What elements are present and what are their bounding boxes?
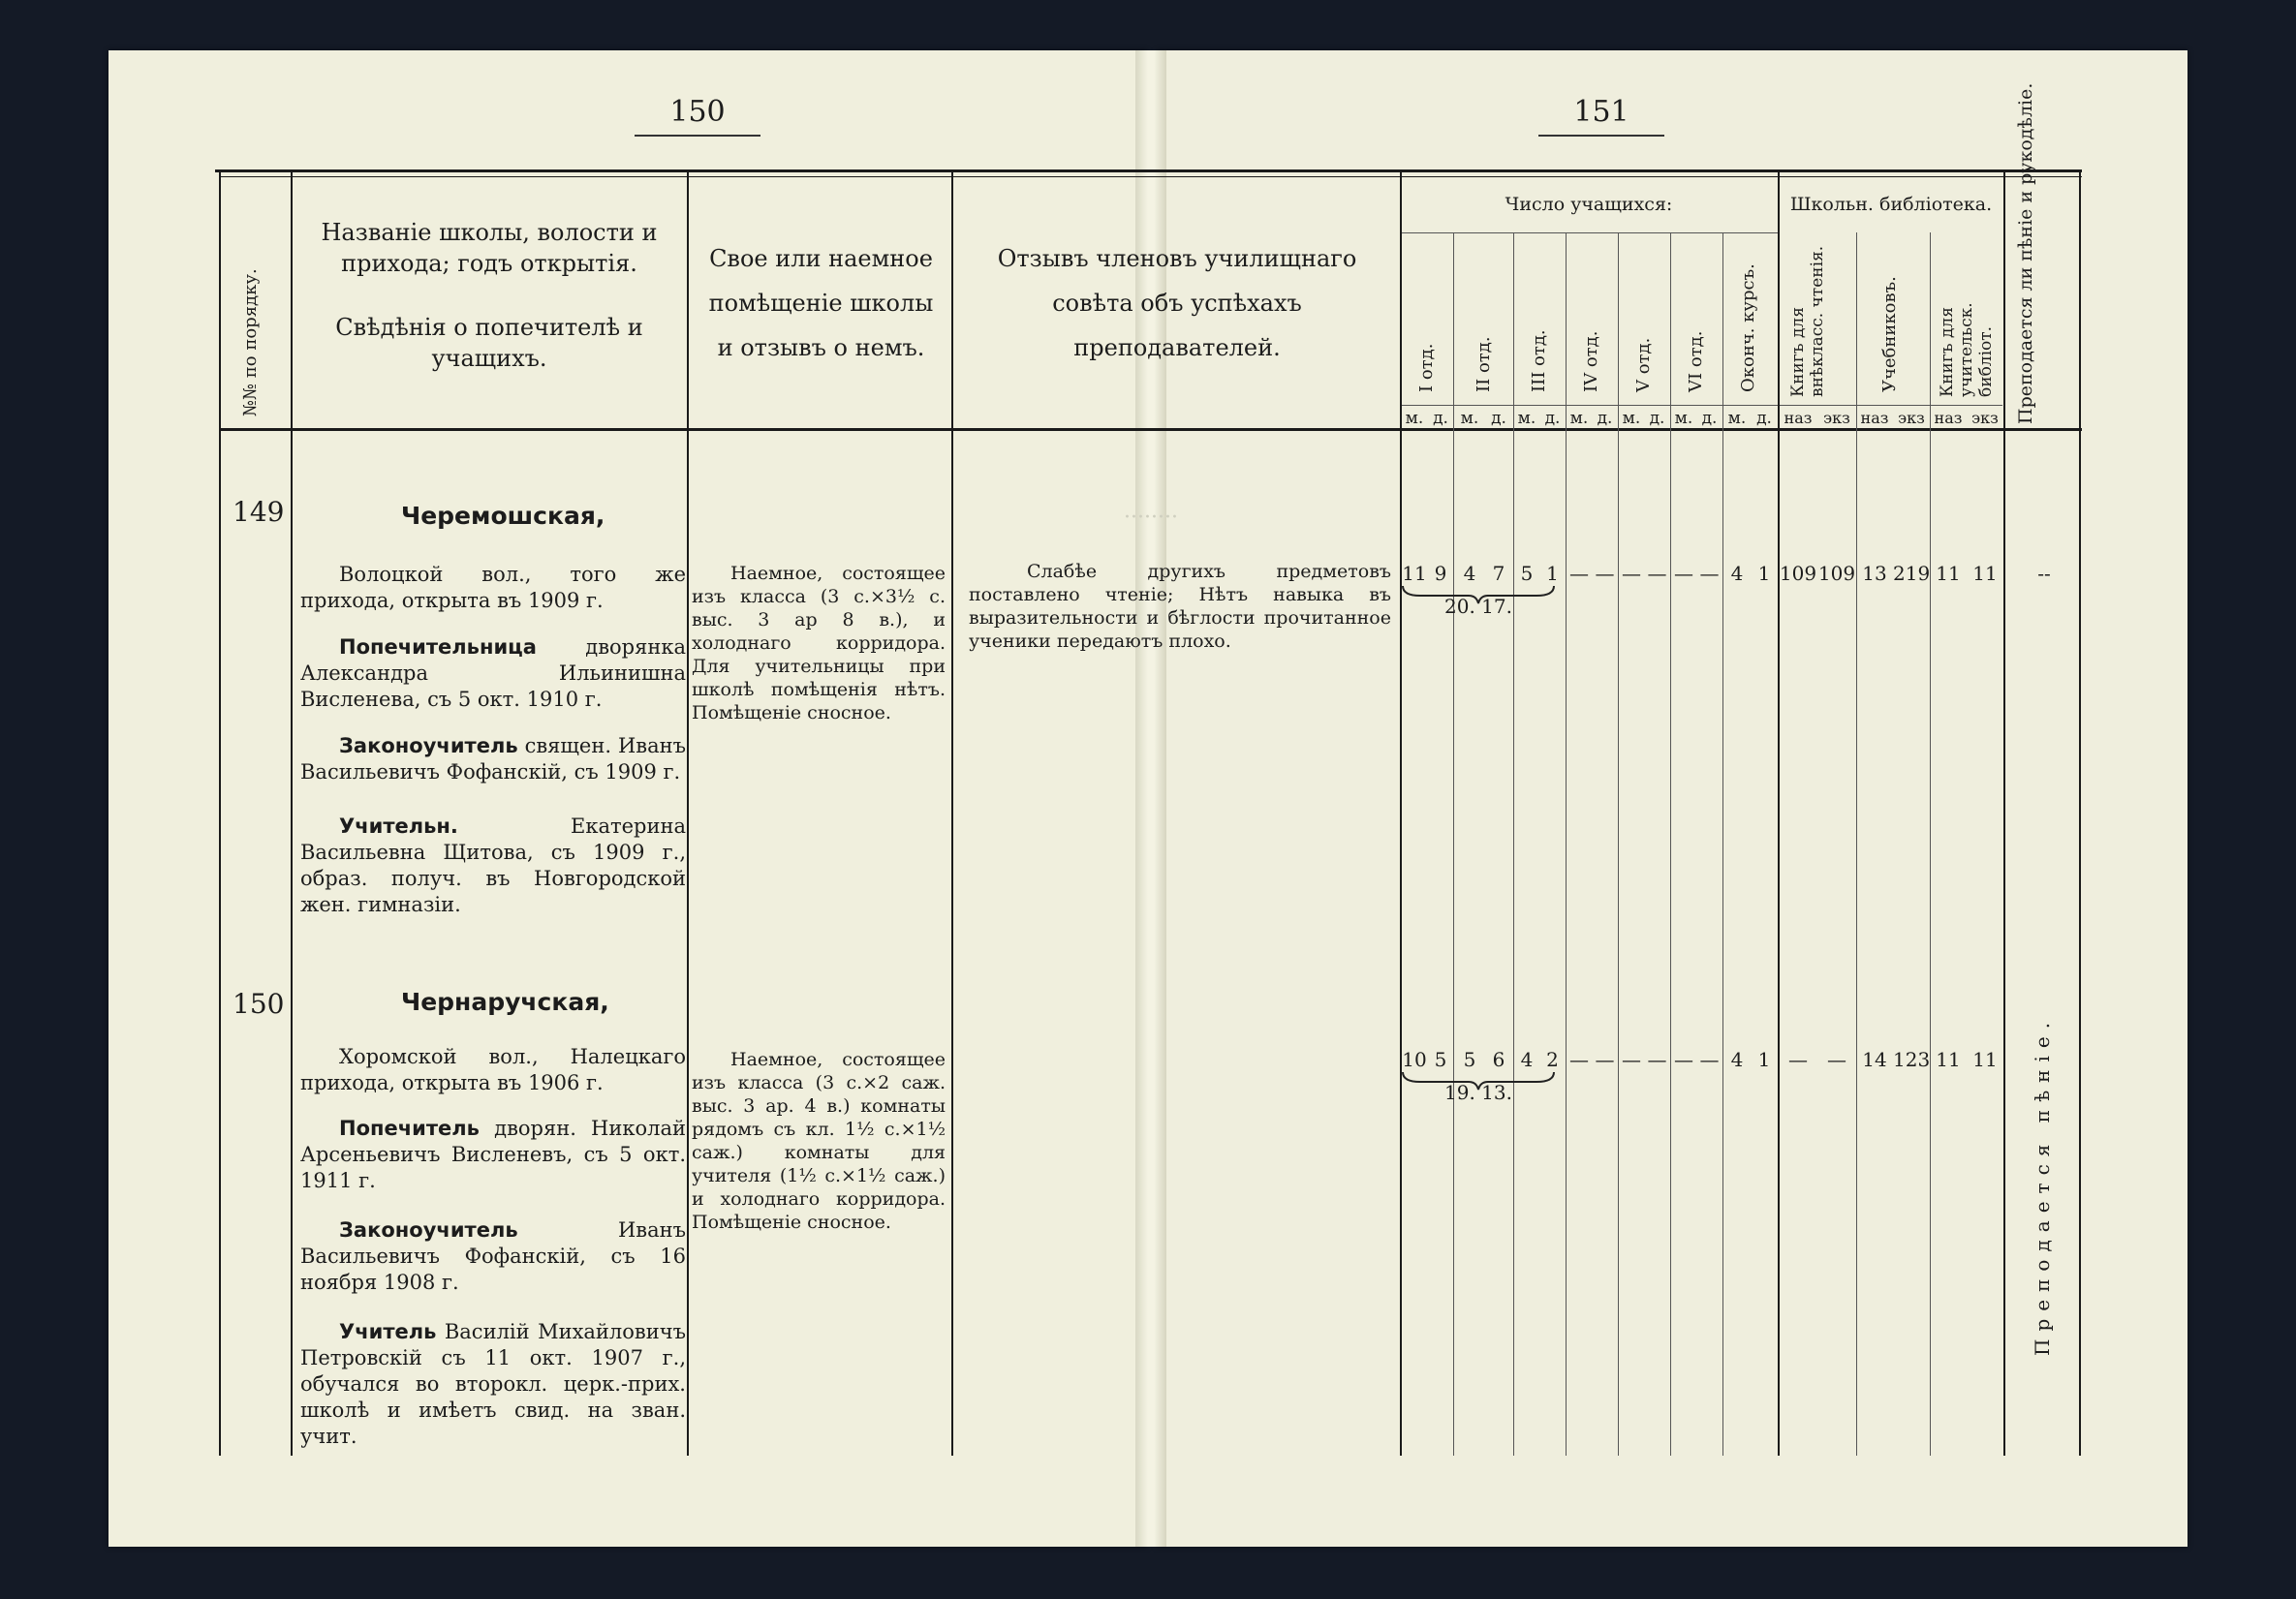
header-lib-teacher: Книгъ для учительск. библіот. xyxy=(1938,302,1996,397)
sub-naz: наз xyxy=(1860,409,1889,427)
count-cell: 4 xyxy=(1463,562,1476,585)
lib-cell: 219 xyxy=(1893,562,1931,585)
header-students: Число учащихся: xyxy=(1505,194,1673,215)
header-grade-1: I отд. xyxy=(1416,343,1437,392)
count-cell: — xyxy=(1569,562,1589,585)
divider-premises xyxy=(951,172,953,1456)
count-cell: 5 xyxy=(1520,562,1534,585)
count-cell: 7 xyxy=(1492,562,1505,585)
sub-m: м. xyxy=(1727,409,1747,428)
sub-m: м. xyxy=(1622,409,1641,428)
totals-cell: 19. 13. xyxy=(1444,1081,1512,1104)
school-district: Хоромской вол., Налецкаго прихода, открыта въ 1906 г. xyxy=(300,1045,686,1094)
sub-d: д. xyxy=(1544,409,1561,428)
count-cell: 4 xyxy=(1520,1048,1534,1071)
count-cell: — xyxy=(1622,562,1641,585)
sub-ekz: экз xyxy=(1898,409,1925,427)
divider-no xyxy=(291,172,293,1456)
page-number-left: 150 xyxy=(635,95,760,137)
header-grade-5: V отд. xyxy=(1633,337,1654,392)
count-cell: 1 xyxy=(1546,562,1559,585)
count-cell: 6 xyxy=(1492,1048,1505,1071)
sub-ekz: экз xyxy=(1971,409,1999,427)
school-district: Волоцкой вол., того же прихода, открыта въ 1909 г. xyxy=(300,563,686,612)
count-cell: 2 xyxy=(1546,1048,1559,1071)
count-cell: 5 xyxy=(1463,1048,1476,1071)
header-school-name: Названіе школы, волости и прихода; годъ открытія. xyxy=(321,219,658,277)
subheader-rule xyxy=(1402,405,2002,406)
header-grade-3: III отд. xyxy=(1529,329,1549,392)
sub-m: м. xyxy=(1405,409,1424,428)
header-premises: Свое или наемное помѣщеніе школы и отзывъ о немъ. xyxy=(708,245,934,361)
count-cell: 9 xyxy=(1434,562,1447,585)
lib-cell: 109 xyxy=(1779,562,1817,585)
header-singing: Преподается ли пѣніе и рукодѣліе. xyxy=(2015,82,2036,424)
sub-d: д. xyxy=(1433,409,1448,428)
count-cell: — xyxy=(1595,562,1615,585)
sub-naz: наз xyxy=(1934,409,1963,427)
lib-cell: 11 xyxy=(1972,562,1998,585)
sub-d: д. xyxy=(1597,409,1613,428)
bleed-through-text: ········ xyxy=(1124,506,1178,530)
row-number: 150 xyxy=(233,988,285,1020)
sub-m: м. xyxy=(1517,409,1536,428)
header-grade-6: VI отд. xyxy=(1686,330,1706,392)
lib-cell: 123 xyxy=(1893,1048,1931,1071)
count-cell: 4 xyxy=(1730,562,1744,585)
count-cell: — xyxy=(1622,1048,1641,1071)
header-bottom-rule-left xyxy=(221,428,1157,431)
trustee-info: Попечитель дворян. Николай Арсеньевичъ Висленевъ, съ 5 окт. 1911 г. xyxy=(300,1117,686,1192)
lib-cell: 13 xyxy=(1862,562,1887,585)
lib-cell: — xyxy=(1827,1048,1846,1071)
lib-cell: 11 xyxy=(1936,562,1961,585)
lib-cell: 11 xyxy=(1972,1048,1998,1071)
sub-naz: наз xyxy=(1784,409,1813,427)
table-top-rule-left xyxy=(215,169,1157,172)
table-top-rule-thin-left xyxy=(221,176,1157,177)
premises-info: Наемное, состоящее изъ класса (3 с.×2 саж. выс. 3 ар. 4 в.) комнаты рядомъ съ кл. 1½ с.×1½ саж.) комнаты для учителя (1½ с.×1½ саж.) и холоднаго корридора. Помѣщеніе сносное. xyxy=(692,1049,946,1233)
divider-name xyxy=(687,172,689,1456)
totals-cell: 20. 17. xyxy=(1444,595,1512,618)
count-cell: — xyxy=(1569,1048,1589,1071)
count-cell: — xyxy=(1647,1048,1667,1071)
sub-m: м. xyxy=(1569,409,1589,428)
divider-students xyxy=(1778,172,1780,1456)
singing-cell: Преподается пѣніе. xyxy=(2031,1014,2054,1356)
right-border xyxy=(2079,172,2081,1456)
sub-d: д. xyxy=(1491,409,1506,428)
row-number: 149 xyxy=(233,496,285,528)
header-grade-2: II отд. xyxy=(1474,336,1494,392)
count-cell: — xyxy=(1699,1048,1720,1071)
count-cell: — xyxy=(1674,562,1693,585)
page-number-right: 151 xyxy=(1538,95,1664,137)
count-cell: 10 xyxy=(1402,1048,1427,1071)
count-cell: 11 xyxy=(1402,562,1427,585)
header-lib-extra: Книгъ для внѣкласс. чтенія. xyxy=(1788,245,1827,397)
teacher-info: Учитель Василій Михайловичъ Петровскій съ 11 окт. 1907 г., обучался во второкл. церк.-прих. школѣ и имѣетъ свид. на зван. учит. xyxy=(300,1320,686,1448)
left-border xyxy=(219,172,221,1456)
header-bottom-rule-right xyxy=(1157,428,2082,431)
grade-divider xyxy=(1453,232,1454,1456)
count-cell: 4 xyxy=(1730,1048,1744,1071)
header-trustee: Свѣдѣнія о попечителѣ и учащихъ. xyxy=(335,314,643,372)
lib-cell: 109 xyxy=(1817,562,1856,585)
sub-ekz: экз xyxy=(1823,409,1850,427)
table-top-rule-right xyxy=(1157,169,2082,172)
lib-cell: — xyxy=(1788,1048,1808,1071)
count-cell: 1 xyxy=(1757,562,1771,585)
catechist-info: Законоучитель Иванъ Васильевичъ Фофанскій, съ 16 ноября 1908 г. xyxy=(300,1218,686,1294)
count-cell: — xyxy=(1647,562,1667,585)
count-cell: — xyxy=(1699,562,1720,585)
divider-library xyxy=(2003,172,2005,1456)
sub-m: м. xyxy=(1460,409,1479,428)
count-cell: 1 xyxy=(1757,1048,1771,1071)
catechist-info: Законоучитель священ. Иванъ Васильевичъ Фофанскій, съ 1909 г. xyxy=(300,734,686,784)
lib-cell: 11 xyxy=(1936,1048,1961,1071)
sub-d: д. xyxy=(1756,409,1772,428)
table-top-rule-thin-right xyxy=(1157,176,2082,177)
trustee-info: Попечительница дворянка Александра Ильинишна Висленева, съ 5 окт. 1910 г. xyxy=(300,635,686,711)
count-cell: — xyxy=(1674,1048,1693,1071)
lib-cell: 14 xyxy=(1862,1048,1887,1071)
header-library: Школьн. библіотека. xyxy=(1789,194,1993,215)
school-name: Чернаручская, xyxy=(401,988,609,1016)
sub-d: д. xyxy=(1649,409,1665,428)
count-cell: — xyxy=(1595,1048,1615,1071)
sub-m: м. xyxy=(1674,409,1693,428)
teacher-info: Учительн. Екатерина Васильевна Щитова, съ 1909 г., образ. получ. въ Новгородской жен. гимназіи. xyxy=(300,815,686,916)
review-text: Слабѣе другихъ предметовъ поставлено чтеніе; Нѣтъ навыка въ выразительности и бѣглости прочитанное ученики передаютъ плохо. xyxy=(969,561,1391,652)
header-review: Отзывъ членовъ училищнаго совѣта объ успѣхахъ преподавателей. xyxy=(997,245,1357,361)
header-number: №№ по порядку. xyxy=(240,268,261,416)
header-lib-textbooks: Учебниковъ. xyxy=(1879,276,1900,392)
sub-d: д. xyxy=(1701,409,1718,428)
premises-info: Наемное, состоящее изъ класса (3 с.×3½ с. выс. 3 ар 8 в.), и холоднаго корридора. Для учительницы при школѣ помѣщенія нѣтъ. Помѣщеніе сносное. xyxy=(692,563,946,723)
header-graduated: Оконч. курсъ. xyxy=(1738,263,1758,392)
count-cell: 5 xyxy=(1434,1048,1447,1071)
divider-review xyxy=(1400,172,1402,1456)
singing-cell: -- xyxy=(2037,562,2051,585)
header-grade-4: IV отд. xyxy=(1581,330,1601,392)
school-name: Черемошская, xyxy=(401,502,605,530)
